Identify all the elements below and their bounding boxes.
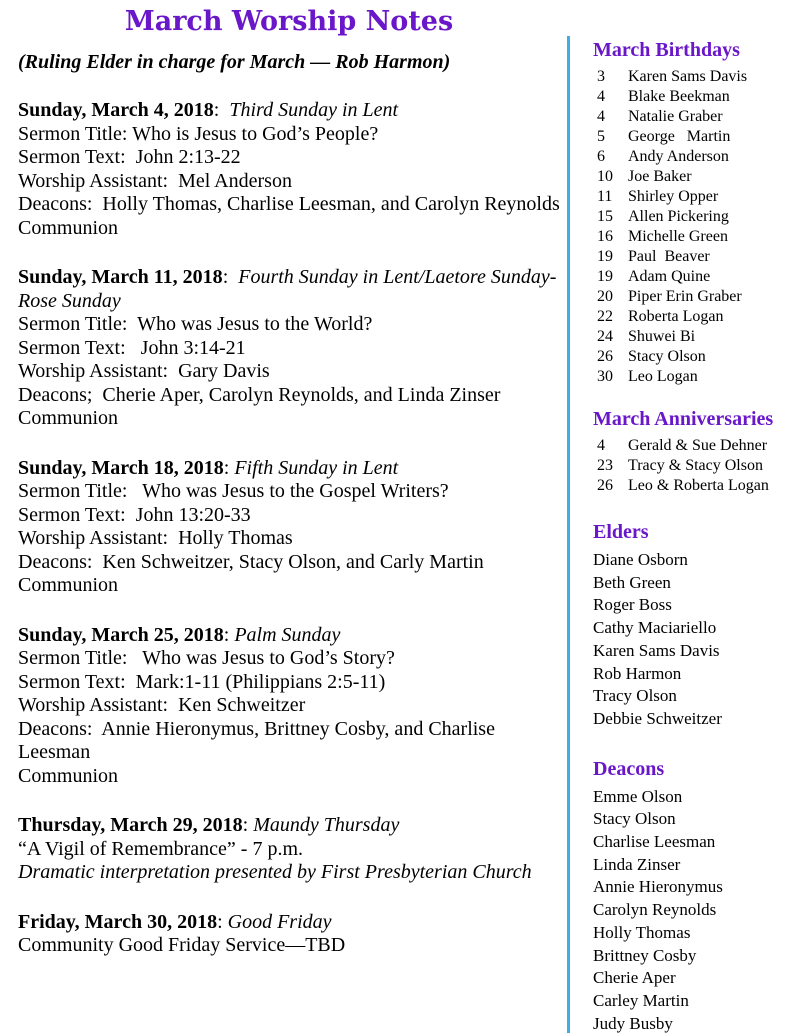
birthday-name: Andy Anderson — [628, 148, 729, 165]
birthday-name: Paul Beaver — [628, 248, 710, 265]
entry-line: Worship Assistant: Ken Schweitzer — [18, 694, 306, 716]
deacon-name: Carolyn Reynolds — [593, 900, 717, 920]
entry-heading — [18, 99, 560, 123]
entry-line: Sermon Text: John 2:13-22 — [18, 146, 241, 168]
entry-lines — [18, 838, 560, 885]
birthday-day: 15 — [597, 208, 613, 225]
entry-date: Friday, March 30, 2018 — [18, 910, 218, 933]
entry-separator: : — [242, 814, 254, 836]
ruling-elder-note: (Ruling Elder in charge for March — Rob Harmon) — [18, 51, 451, 73]
birthday-item — [593, 187, 800, 207]
entry-line: Sermon Title: Who was Jesus to the World? — [18, 313, 373, 335]
anniversary-names: Leo & Roberta Logan — [628, 477, 769, 494]
entry-line: Deacons: Ken Schweitzer, Stacy Olson, and Carly Martin — [18, 550, 484, 573]
worship-entries — [18, 99, 560, 958]
birthday-name: Natalie Graber — [628, 108, 723, 125]
anniversary-names: Gerald & Sue Dehner — [628, 437, 768, 454]
sidebar-column — [570, 0, 800, 1035]
elder-name: Karen Sams Davis — [593, 640, 720, 660]
deacon-name: Linda Zinser — [593, 854, 681, 874]
anniversary-item — [593, 476, 800, 496]
entry-lines — [18, 123, 560, 241]
birthday-day: 11 — [597, 188, 613, 205]
page-title: March Worship Notes — [124, 6, 454, 37]
birthday-day: 10 — [597, 168, 613, 185]
elders-heading: Elders — [593, 521, 649, 543]
birthday-name: Karen Sams Davis — [628, 68, 748, 85]
entry-line: Sermon Text: John 13:20-33 — [18, 503, 251, 526]
birthday-day: 6 — [597, 148, 605, 165]
birthday-name: Adam Quine — [628, 268, 711, 285]
anniversaries-heading: March Anniversaries — [593, 408, 774, 430]
birthday-name: Shuwei Bi — [628, 328, 696, 345]
birthdays-section — [593, 38, 800, 387]
entry-line: Dramatic interpretation presented by First Presbyterian Church — [18, 861, 532, 883]
deacon-name: Holly Thomas — [593, 922, 691, 942]
entry-descriptor: Third Sunday in Lent — [229, 99, 399, 121]
birthday-item — [593, 247, 800, 267]
entry-heading — [18, 624, 560, 648]
birthday-item — [593, 87, 800, 107]
anniversary-day: 23 — [597, 457, 613, 474]
birthday-item — [593, 287, 800, 307]
entry-separator: : — [217, 910, 228, 933]
deacon-name: Brittney Cosby — [593, 945, 697, 965]
entry-line: Communion — [18, 574, 119, 596]
deacon-name: Annie Hieronymus — [593, 877, 723, 897]
anniversary-day: 26 — [597, 477, 613, 494]
birthday-day: 20 — [597, 288, 613, 305]
entry-descriptor: Maundy Thursday — [253, 814, 400, 836]
birthday-item — [593, 127, 800, 147]
birthday-item — [593, 307, 800, 327]
birthday-day: 24 — [597, 328, 613, 345]
anniversary-item — [593, 436, 800, 456]
entry-lines — [18, 934, 560, 958]
entry-date: Sunday, March 25, 2018 — [18, 623, 224, 646]
entry-line: Community Good Friday Service—TBD — [18, 934, 346, 956]
entry-line: “A Vigil of Remembrance” - 7 p.m. — [18, 837, 304, 860]
birthday-name: Shirley Opper — [628, 188, 719, 205]
entry-line: Communion — [18, 407, 119, 429]
birthday-name: Leo Logan — [628, 368, 698, 385]
entry-separator: : — [223, 623, 235, 646]
entry-line: Sermon Title: Who was Jesus to the Gospel Writers? — [18, 480, 449, 502]
elders-section — [593, 520, 800, 731]
birthday-name: George Martin — [628, 128, 731, 145]
deacons-list — [593, 786, 800, 1035]
entry-lines — [18, 647, 560, 788]
birthday-item — [593, 147, 800, 167]
birthday-item — [593, 367, 800, 387]
entry-line: Communion — [18, 764, 119, 787]
birthday-name: Blake Beekman — [628, 88, 730, 105]
anniversary-names: Tracy & Stacy Olson — [628, 457, 763, 474]
entry-date: Sunday, March 4, 2018 — [18, 99, 214, 121]
deacon-name: Charlise Leesman — [593, 832, 716, 852]
entry-line: Deacons; Cherie Aper, Carolyn Reynolds, and Linda Zinser — [18, 383, 501, 406]
entry-heading — [18, 457, 560, 481]
elder-name: Cathy Maciariello — [593, 618, 717, 638]
birthday-day: 3 — [597, 68, 605, 85]
birthday-name: Michelle Green — [628, 228, 728, 245]
anniversary-day: 4 — [597, 437, 605, 454]
birthday-name: Allen Pickering — [628, 208, 729, 225]
entry-lines — [18, 313, 560, 431]
entry-line: Worship Assistant: Gary Davis — [18, 360, 270, 382]
entry-descriptor: Fourth Sunday in Lent/Laetore Sunday-Rose Sunday — [18, 266, 557, 312]
birthday-day: 22 — [597, 308, 613, 325]
entry-line: Sermon Title: Who was Jesus to God’s Story? — [18, 647, 395, 669]
birthday-day: 4 — [597, 108, 605, 125]
elder-name: Roger Boss — [593, 595, 672, 615]
worship-entry-march-30 — [18, 911, 560, 958]
birthday-day: 26 — [597, 348, 613, 365]
deacon-name: Stacy Olson — [593, 809, 676, 829]
birthday-name: Roberta Logan — [628, 308, 724, 325]
birthday-day: 19 — [597, 248, 613, 265]
birthday-name: Stacy Olson — [628, 348, 706, 365]
birthday-name: Joe Baker — [628, 168, 692, 185]
entry-separator: : — [222, 266, 239, 288]
elder-name: Debbie Schweitzer — [593, 708, 722, 728]
entry-date: Sunday, March 11, 2018 — [18, 266, 223, 288]
deacon-name: Emme Olson — [593, 786, 683, 806]
elder-name: Diane Osborn — [593, 550, 688, 569]
birthday-item — [593, 347, 800, 367]
birthday-day: 5 — [597, 128, 605, 145]
entry-heading — [18, 911, 560, 935]
elder-name: Tracy Olson — [593, 686, 677, 706]
worship-entry-march-25 — [18, 624, 560, 789]
entry-line: Deacons: Holly Thomas, Charlise Leesman, and Carolyn Reynolds — [18, 193, 560, 215]
birthday-item — [593, 107, 800, 127]
anniversary-item — [593, 456, 800, 476]
entry-line: Communion — [18, 216, 119, 239]
deacon-name: Cherie Aper — [593, 968, 676, 988]
entry-descriptor: Fifth Sunday in Lent — [234, 456, 399, 479]
entry-heading — [18, 266, 560, 313]
entry-date: Sunday, March 18, 2018 — [18, 456, 224, 479]
elder-name: Beth Green — [593, 572, 671, 592]
deacon-name: Carley Martin — [593, 990, 689, 1010]
entry-descriptor: Good Friday — [227, 910, 332, 933]
birthday-day: 4 — [597, 88, 605, 105]
birthday-item — [593, 327, 800, 347]
birthday-day: 30 — [597, 368, 613, 385]
entry-line: Deacons: Annie Hieronymus, Brittney Cosby, and Charlise Leesman — [18, 717, 500, 763]
entry-heading — [18, 814, 560, 838]
worship-entry-march-18 — [18, 457, 560, 598]
birthday-item — [593, 67, 800, 87]
worship-entry-march-11 — [18, 266, 560, 431]
anniversaries-section — [593, 407, 800, 496]
birthdays-list — [593, 67, 800, 387]
entry-date: Thursday, March 29, 2018 — [18, 814, 243, 836]
deacons-section — [593, 757, 800, 1035]
birthday-item — [593, 167, 800, 187]
birthday-item — [593, 207, 800, 227]
entry-descriptor: Palm Sunday — [234, 623, 341, 646]
birthdays-heading: March Birthdays — [593, 39, 740, 61]
entry-line: Sermon Text: John 3:14-21 — [18, 336, 246, 359]
entry-line: Sermon Text: Mark:1-11 (Philippians 2:5-11) — [18, 670, 386, 693]
birthday-day: 19 — [597, 268, 613, 285]
anniversaries-list — [593, 436, 800, 496]
birthday-item — [593, 267, 800, 287]
entry-separator: : — [223, 456, 235, 479]
worship-entry-march-29 — [18, 814, 560, 885]
deacons-heading: Deacons — [593, 757, 665, 780]
entry-lines — [18, 480, 560, 598]
birthday-name: Piper Erin Graber — [628, 288, 742, 305]
elders-list — [593, 549, 800, 731]
worship-notes-column — [18, 0, 560, 984]
entry-line: Sermon Title: Who is Jesus to God’s People? — [18, 122, 379, 145]
birthday-day: 16 — [597, 228, 613, 245]
elder-name: Rob Harmon — [593, 663, 682, 683]
entry-line: Worship Assistant: Holly Thomas — [18, 527, 293, 549]
deacon-name: Judy Busby — [593, 1013, 673, 1033]
worship-entry-march-4 — [18, 99, 560, 240]
entry-separator: : — [213, 99, 230, 121]
birthday-item — [593, 227, 800, 247]
entry-line: Worship Assistant: Mel Anderson — [18, 169, 292, 192]
